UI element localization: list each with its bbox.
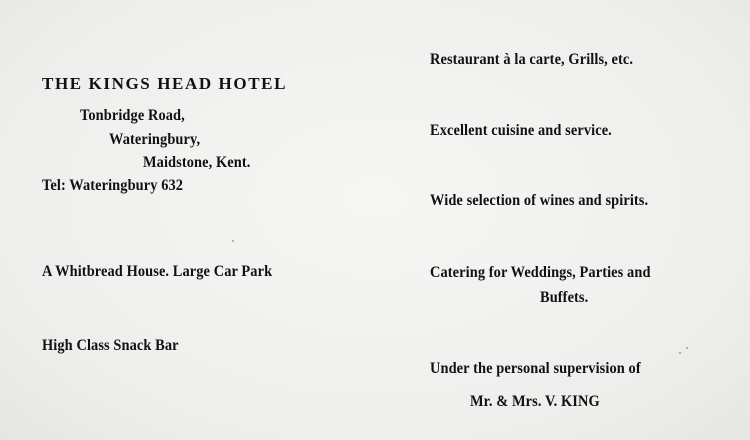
paper-speck xyxy=(686,347,688,349)
catering-line-1: Catering for Weddings, Parties and xyxy=(430,264,651,281)
address-line-3: Maidstone, Kent. xyxy=(143,154,251,171)
restaurant-line: Restaurant à la carte, Grills, etc. xyxy=(430,51,634,68)
paper-speck xyxy=(232,240,234,242)
snack-bar: High Class Snack Bar xyxy=(42,337,179,354)
supervision-line-1: Under the personal supervision of xyxy=(430,360,641,377)
telephone: Tel: Wateringbury 632 xyxy=(42,177,184,194)
cuisine-line: Excellent cuisine and service. xyxy=(430,122,612,139)
catering-line-2: Buffets. xyxy=(540,289,589,306)
hotel-name: THE KINGS HEAD HOTEL xyxy=(42,74,288,93)
house-info: A Whitbread House. Large Car Park xyxy=(42,263,273,280)
address-line-2: Wateringbury, xyxy=(109,131,201,148)
paper-speck xyxy=(679,352,681,354)
wines-line: Wide selection of wines and spirits. xyxy=(430,192,649,209)
address-line-1: Tonbridge Road, xyxy=(80,107,185,124)
supervision-line-2: Mr. & Mrs. V. KING xyxy=(470,393,600,410)
